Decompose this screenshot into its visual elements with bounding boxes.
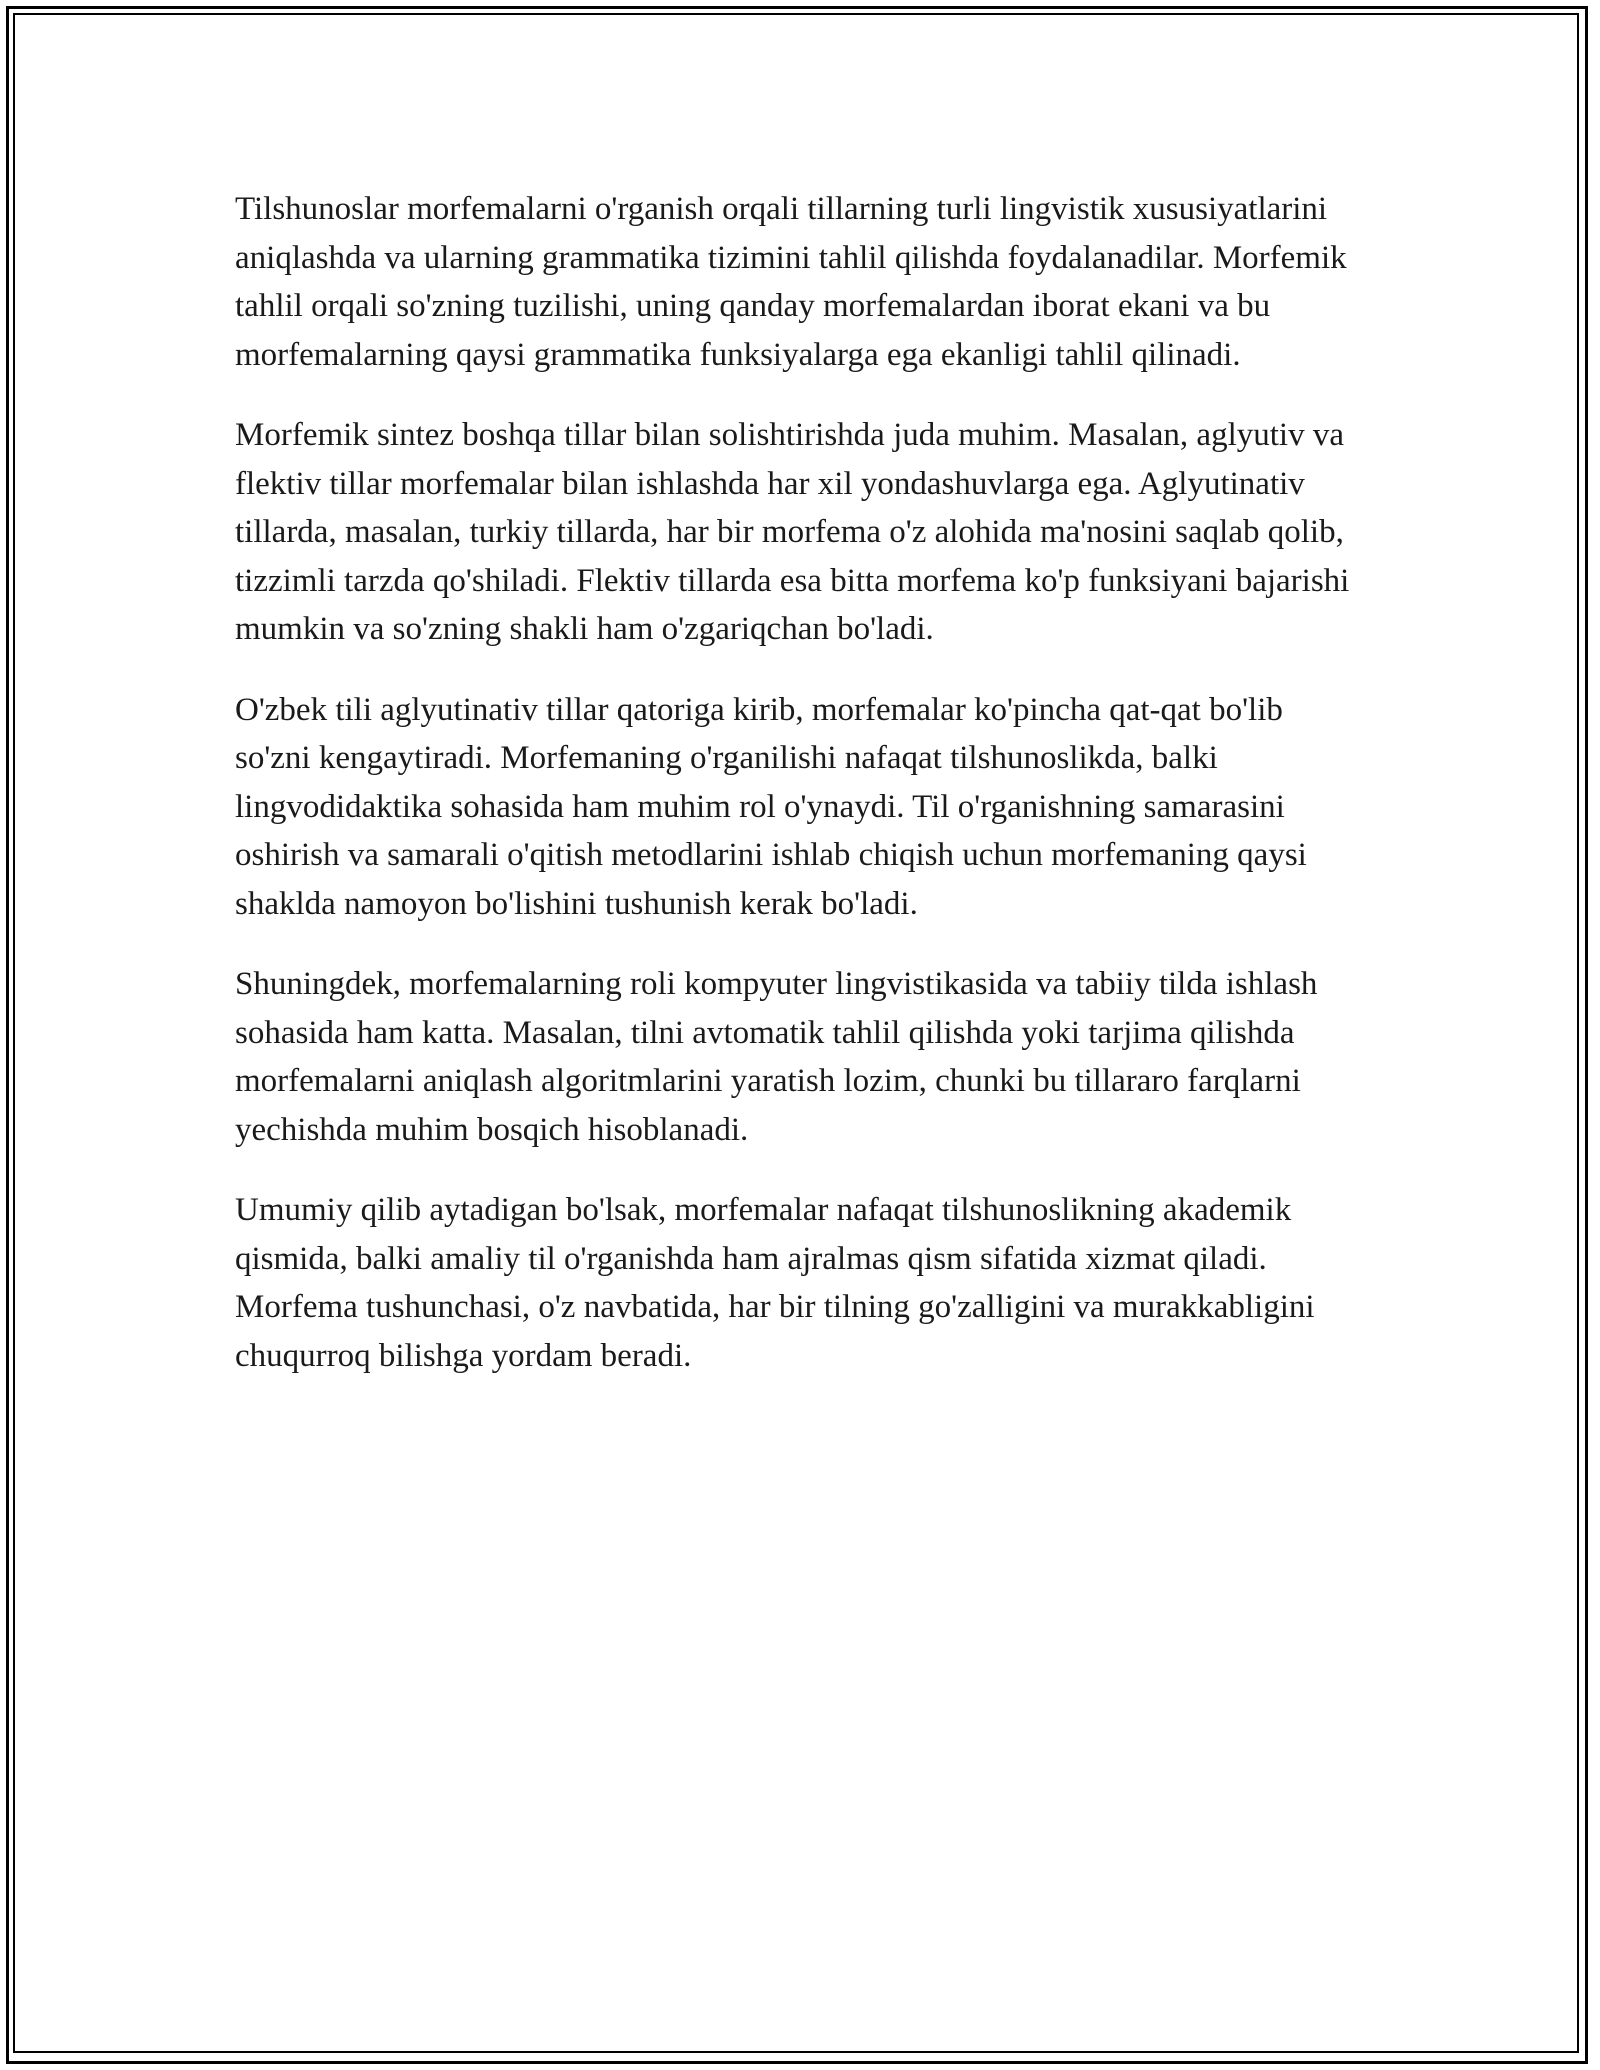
paragraph-5: Umumiy qilib aytadigan bo'lsak, morfemalar nafaqat tilshunoslikning akademik qismida, balki amaliy til o'rganishda ham ajralmas qism sifatida xizmat qiladi. Morfema tushunchasi, o'z navbatida, har bir tilning go'zalligini va murakkabligini chuqurroq bilishga yordam beradi. (235, 1192, 1315, 1374)
paragraph-1: Tilshunoslar morfemalarni o'rganish orqali tillarning turli lingvistik xususiyatlarini aniqlashda va ularning grammatika tizimini tahlil qilishda foydalanadilar. Morfemik tahlil orqali so'zning tuzilishi, uning qanday morfemalardan iborat ekani va bu morfemalarning qaysi grammatika funksiyalarga ega ekanligi tahlil qilinadi. (235, 191, 1347, 373)
paragraph-2: Morfemik sintez boshqa tillar bilan solishtirishda juda muhim. Masalan, aglyutiv va flektiv tillar morfemalar bilan ishlashda har xil yondashuvlarga ega. Aglyutinativ tillarda, masalan, turkiy tillarda, har bir morfema o'z alohida ma'nosini saqlab qolib, tizzimli tarzda qo'shiladi. Flektiv tillarda esa bitta morfema ko'p funksiyani bajarishi mumkin va so'zning shakli ham o'zgariqchan bo'ladi. (235, 417, 1350, 647)
paragraph-4: Shuningdek, morfemalarning roli kompyuter lingvistikasida va tabiiy tilda ishlash sohasida ham katta. Masalan, tilni avtomatik tahlil qilishda yoki tarjima qilishda morfemalarni aniqlash algoritmlarini yaratish lozim, chunki bu tillararo farqlarni yechishda muhim bosqich hisoblanadi. (235, 966, 1318, 1148)
document-body (235, 185, 1365, 1412)
paragraph-3: O'zbek tili aglyutinativ tillar qatoriga kirib, morfemalar ko'pincha qat-qat bo'lib so'zni kengaytiradi. Morfemaning o'rganilishi nafaqat tilshunoslikda, balki lingvodidaktika sohasida ham muhim rol o'ynaydi. Til o'rganishning samarasini oshirish va samarali o'qitish metodlarini ishlab chiqish uchun morfemaning qaysi shaklda namoyon bo'lishini tushunish kerak bo'ladi. (235, 691, 1307, 922)
